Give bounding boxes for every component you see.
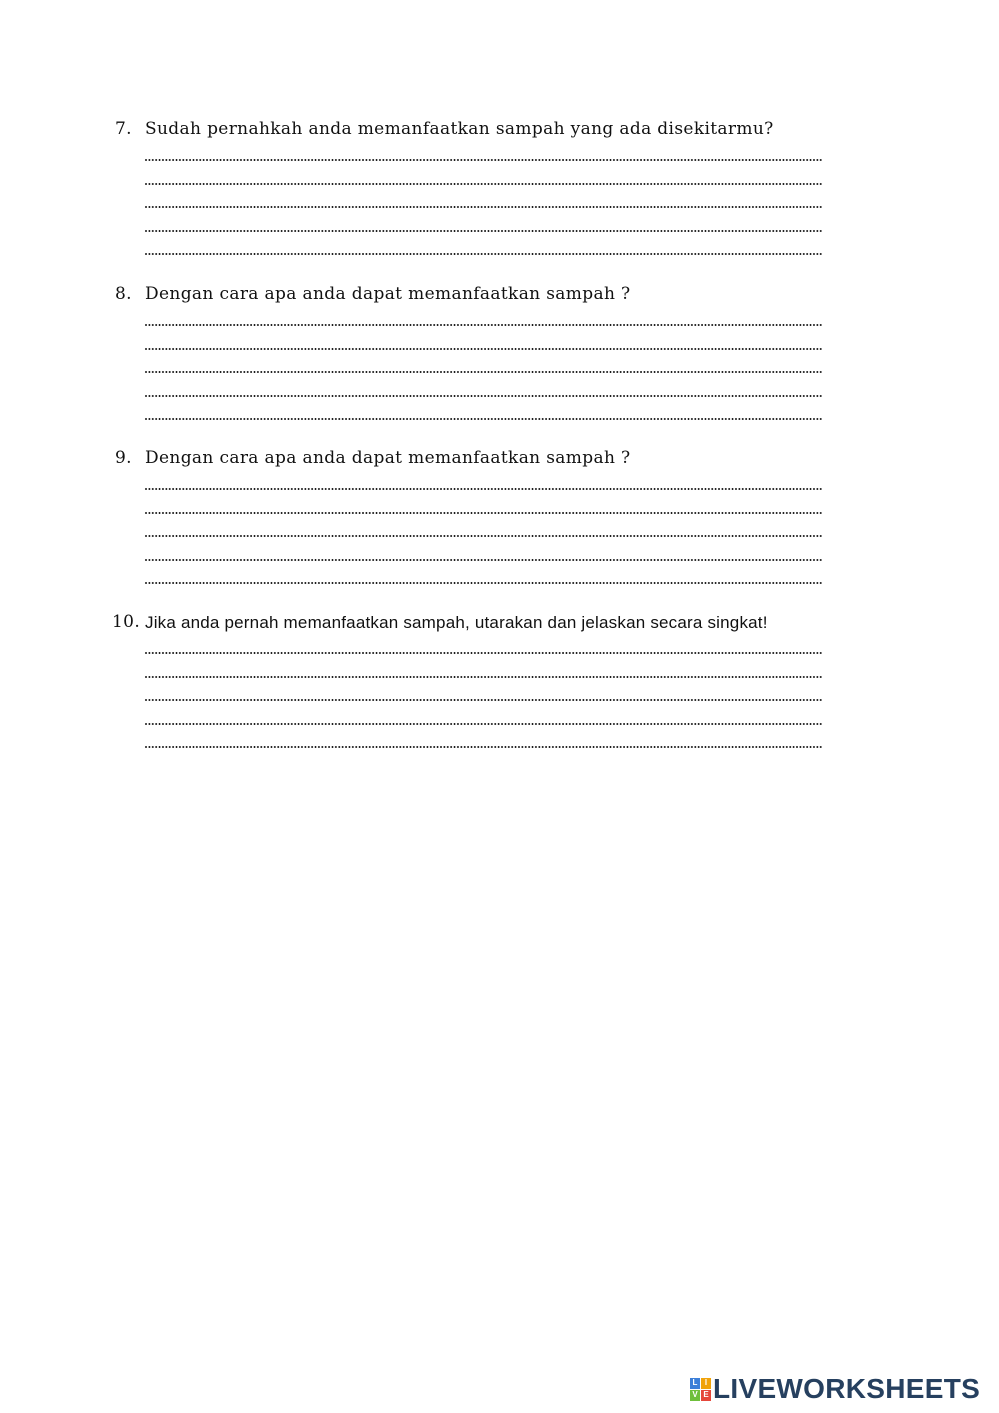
logo-text: LIVEWORKSHEETS	[713, 1373, 981, 1404]
question-number: 7.	[115, 119, 132, 139]
answer-line[interactable]	[145, 728, 822, 751]
answer-line[interactable]	[145, 564, 822, 587]
question-text: Sudah pernahkah anda memanfaatkan sampah yang ada disekitarmu?	[145, 119, 774, 139]
answer-area[interactable]	[145, 634, 822, 751]
question-text: Dengan cara apa anda dapat memanfaatkan sampah ?	[145, 284, 631, 304]
answer-line[interactable]	[145, 329, 822, 352]
answer-line[interactable]	[145, 540, 822, 563]
answer-line[interactable]	[145, 400, 822, 423]
answer-line[interactable]	[145, 306, 822, 329]
answer-line[interactable]	[145, 376, 822, 399]
question-7	[112, 118, 832, 258]
question-8	[112, 283, 832, 423]
liveworksheets-logo[interactable]	[690, 1374, 980, 1404]
answer-line[interactable]	[145, 704, 822, 727]
answer-line[interactable]	[145, 493, 822, 516]
logo-mark-icon	[690, 1378, 711, 1401]
logo-cell: L	[690, 1378, 700, 1389]
answer-line[interactable]	[145, 164, 822, 187]
question-number: 9.	[115, 448, 132, 468]
answer-line[interactable]	[145, 353, 822, 376]
answer-line[interactable]	[145, 681, 822, 704]
question-number: 8.	[115, 284, 132, 304]
answer-area[interactable]	[145, 306, 822, 423]
answer-line[interactable]	[145, 470, 822, 493]
answer-area[interactable]	[145, 470, 822, 587]
question-9	[112, 447, 832, 587]
question-10	[112, 611, 832, 751]
answer-line[interactable]	[145, 235, 822, 258]
answer-line[interactable]	[145, 188, 822, 211]
question-text: Jika anda pernah memanfaatkan sampah, utarakan dan jelaskan secara singkat!	[145, 613, 768, 632]
logo-cell: E	[701, 1390, 711, 1401]
logo-cell: I	[701, 1378, 711, 1389]
answer-line[interactable]	[145, 141, 822, 164]
answer-line[interactable]	[145, 634, 822, 657]
question-number: 10.	[112, 612, 141, 632]
question-text: Dengan cara apa anda dapat memanfaatkan sampah ?	[145, 448, 631, 468]
answer-area[interactable]	[145, 141, 822, 258]
answer-line[interactable]	[145, 211, 822, 234]
answer-line[interactable]	[145, 657, 822, 680]
answer-line[interactable]	[145, 517, 822, 540]
logo-cell: V	[690, 1390, 700, 1401]
